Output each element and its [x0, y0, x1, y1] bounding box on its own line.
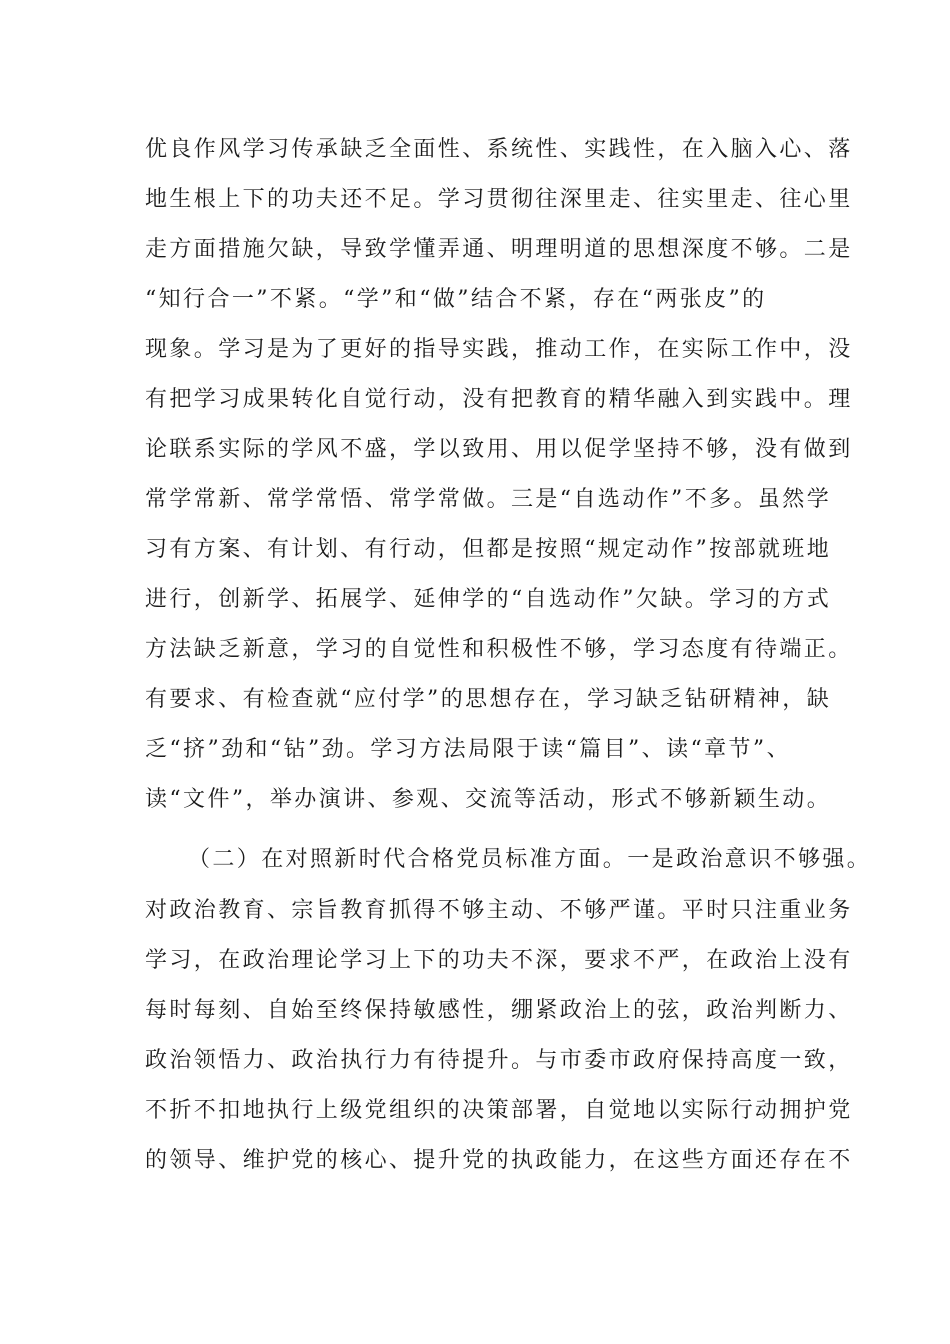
text-line: 读“文件”，举办演讲、参观、交流等活动，形式不够新颖生动。	[145, 787, 832, 812]
section-heading-line: （二）在对照新时代合格党员标准方面。一是政治意识不够强。	[188, 847, 872, 872]
text-line: 政治领悟力、政治执行力有待提升。与市委市政府保持高度一致，	[145, 1048, 853, 1073]
text-line: 地生根上下的功夫还不足。学习贯彻往深里走、往实里走、往心里	[145, 187, 853, 212]
text-line: 走方面措施欠缺，导致学懂弄通、明理明道的思想深度不够。二是	[145, 237, 853, 262]
text-line: 现象。学习是为了更好的指导实践，推动工作，在实际工作中，没	[145, 337, 853, 362]
text-line: 有把学习成果转化自觉行动，没有把教育的精华融入到实践中。理	[145, 387, 853, 412]
text-line: 论联系实际的学风不盛，学以致用、用以促学坚持不够，没有做到	[145, 437, 853, 462]
text-line: 学习，在政治理论学习上下的功夫不深，要求不严，在政治上没有	[145, 948, 853, 973]
text-line: 对政治教育、宗旨教育抓得不够主动、不够严谨。平时只注重业务	[145, 898, 853, 923]
text-line: 常学常新、常学常悟、常学常做。三是“自选动作”不多。虽然学	[145, 487, 832, 512]
text-line: 优良作风学习传承缺乏全面性、系统性、实践性，在入脑入心、落	[145, 137, 853, 162]
text-line: 方法缺乏新意，学习的自觉性和积极性不够，学习态度有待端正。	[145, 637, 853, 662]
text-line: 有要求、有检查就“应付学”的思想存在，学习缺乏钻研精神，缺	[145, 687, 832, 712]
text-line: 每时每刻、自始至终保持敏感性，绷紧政治上的弦，政治判断力、	[145, 998, 853, 1023]
text-line: 不折不扣地执行上级党组织的决策部署，自觉地以实际行动拥护党	[145, 1098, 853, 1123]
text-line: 的领导、维护党的核心、提升党的执政能力，在这些方面还存在不	[145, 1148, 853, 1173]
text-line: 习有方案、有计划、有行动，但都是按照“规定动作”按部就班地	[145, 537, 832, 562]
text-line: “知行合一”不紧。“学”和“做”结合不紧，存在“两张皮”的	[145, 287, 767, 312]
text-line: 进行，创新学、拓展学、延伸学的“自选动作”欠缺。学习的方式	[145, 587, 832, 612]
text-line: 乏“挤”劲和“钻”劲。学习方法局限于读“篇目”、读“章节”、	[145, 737, 791, 762]
